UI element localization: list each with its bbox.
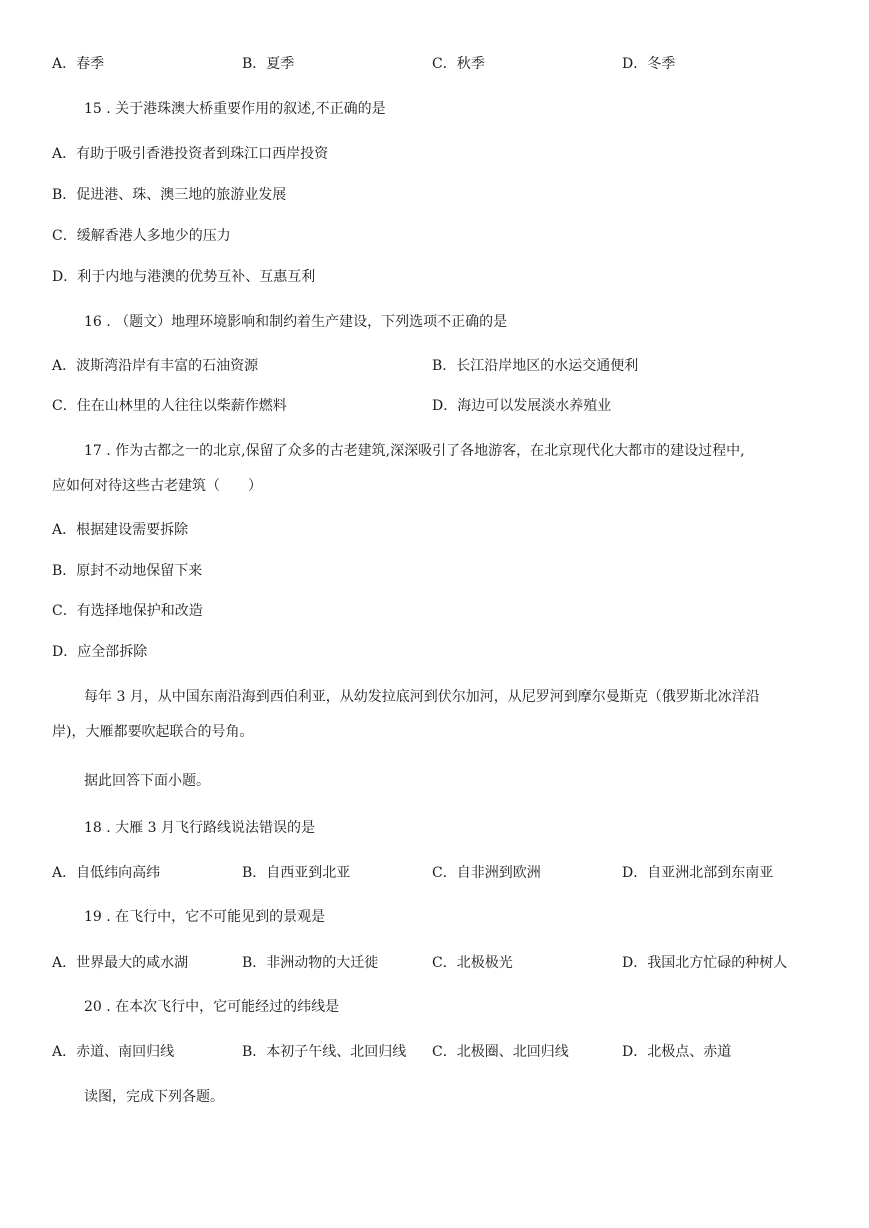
q16-option-a: A．波斯湾沿岸有丰富的石油资源 xyxy=(52,358,259,374)
q14-option-c: C．秋季 xyxy=(432,56,485,72)
q17-stem-line-1: 17 . 作为古都之一的北京,保留了众多的古老建筑,深深吸引了各地游客，在北京现代化大都市的建设过程中, xyxy=(84,443,745,459)
q14-option-a: A．春季 xyxy=(52,56,105,72)
q16-option-b: B．长江沿岸地区的水运交通便利 xyxy=(432,358,639,374)
q15-stem: 15 . 关于港珠澳大桥重要作用的叙述,不正确的是 xyxy=(84,101,386,117)
q14-option-d: D．冬季 xyxy=(622,56,676,72)
q20-option-a: A．赤道、南回归线 xyxy=(52,1044,175,1060)
passage-instruction: 据此回答下面小题。 xyxy=(84,773,210,789)
q18-option-c: C．自非洲到欧洲 xyxy=(432,865,541,881)
q17-option-d: D．应全部拆除 xyxy=(52,644,148,660)
q20-option-c: C．北极圈、北回归线 xyxy=(432,1044,569,1060)
q15-option-c: C．缓解香港人多地少的压力 xyxy=(52,228,231,244)
q20-option-b: B．本初子午线、北回归线 xyxy=(242,1044,407,1060)
q14-option-b: B．夏季 xyxy=(242,56,295,72)
q15-option-d: D．利于内地与港澳的优势互补、互惠互利 xyxy=(52,269,316,285)
q20-option-d: D．北极点、赤道 xyxy=(622,1044,732,1060)
q17-stem-line-2: 应如何对待这些古老建筑（ ） xyxy=(52,478,262,494)
q17-option-b: B．原封不动地保留下来 xyxy=(52,563,203,579)
q17-option-a: A．根据建设需要拆除 xyxy=(52,522,189,538)
q19-stem: 19 . 在飞行中，它不可能见到的景观是 xyxy=(84,909,326,925)
q18-stem: 18 . 大雁 3 月飞行路线说法错误的是 xyxy=(84,820,315,836)
q19-option-a: A．世界最大的咸水湖 xyxy=(52,955,189,971)
q16-option-c: C．住在山林里的人往往以柴薪作燃料 xyxy=(52,398,287,414)
q16-option-d: D．海边可以发展淡水养殖业 xyxy=(432,398,612,414)
q18-option-a: A．自低纬向高纬 xyxy=(52,865,161,881)
q19-option-b: B．非洲动物的大迁徙 xyxy=(242,955,379,971)
q19-option-c: C．北极极光 xyxy=(432,955,513,971)
q15-option-b: B．促进港、珠、澳三地的旅游业发展 xyxy=(52,187,287,203)
q20-stem: 20 . 在本次飞行中，它可能经过的纬线是 xyxy=(84,999,340,1015)
q18-option-d: D．自亚洲北部到东南亚 xyxy=(622,865,774,881)
q18-option-b: B．自西亚到北亚 xyxy=(242,865,351,881)
q15-option-a: A．有助于吸引香港投资者到珠江口西岸投资 xyxy=(52,146,329,162)
q19-option-d: D．我国北方忙碌的种树人 xyxy=(622,955,788,971)
q17-option-c: C．有选择地保护和改造 xyxy=(52,603,203,619)
q16-stem: 16 . （题文）地理环境影响和制约着生产建设，下列选项不正确的是 xyxy=(84,314,508,330)
passage-line-1: 每年 3 月，从中国东南沿海到西伯利亚，从幼发拉底河到伏尔加河，从尼罗河到摩尔曼斯克（俄罗斯北冰洋沿 xyxy=(84,689,760,705)
passage-line-2: 岸)，大雁都要吹起联合的号角。 xyxy=(52,724,254,740)
closing-instruction: 读图，完成下列各题。 xyxy=(84,1089,224,1105)
